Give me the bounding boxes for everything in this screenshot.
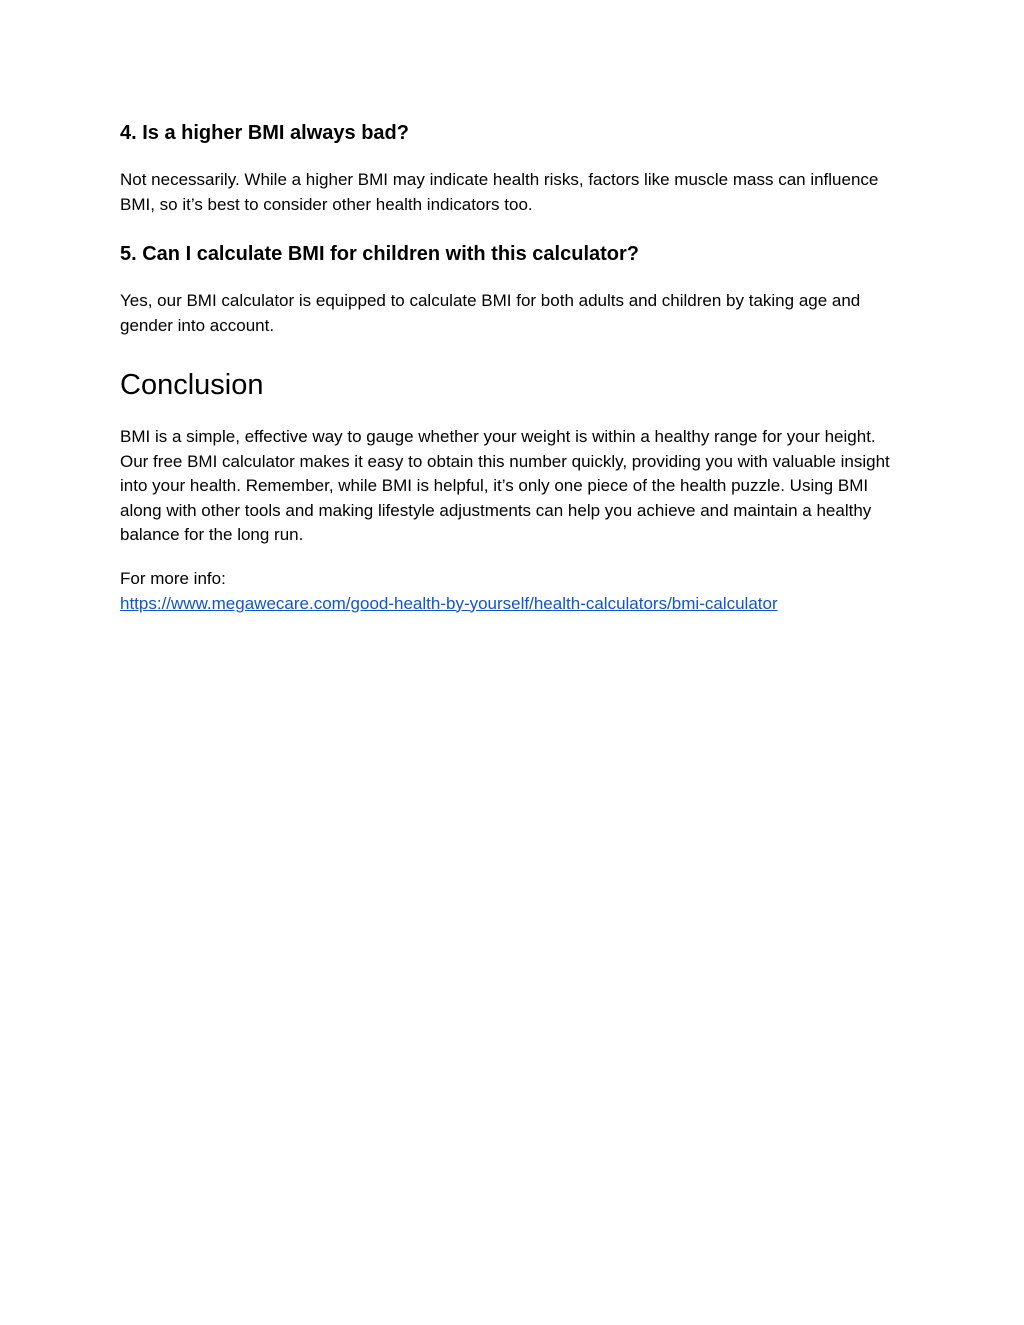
more-info-link[interactable]: https://www.megawecare.com/good-health-by-yourself/health-calculators/bmi-calculator [120, 593, 778, 613]
conclusion-heading: Conclusion [120, 369, 264, 401]
faq-answer-4: Not necessarily. While a higher BMI may indicate health risks, factors like muscle mass can influence BMI, so it’s best to consider other health indicators too. [120, 170, 879, 214]
faq-answer-5: Yes, our BMI calculator is equipped to calculate BMI for both adults and children by taking age and gender into account. [120, 291, 861, 335]
faq-question-5-heading: 5. Can I calculate BMI for children with this calculator? [120, 243, 639, 265]
more-info-block [120, 567, 900, 616]
faq-question-4-heading: 4. Is a higher BMI always bad? [120, 122, 409, 144]
conclusion-body: BMI is a simple, effective way to gauge whether your weight is within a healthy range for your height. Our free BMI calculator makes it easy to obtain this number quickly, providing you with valuable insight into your health. Remember, while BMI is helpful, it’s only one piece of the health puzzle. Using BMI along with other tools and making lifestyle adjustments can help you achieve and maintain a healthy balance for the long run. [120, 427, 890, 544]
more-info-label: For more info: [120, 569, 226, 588]
